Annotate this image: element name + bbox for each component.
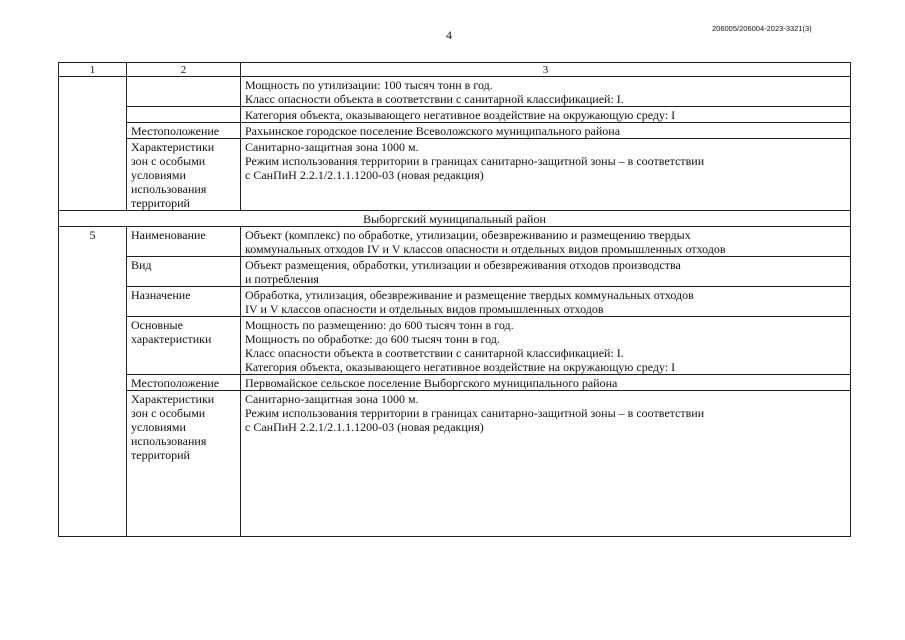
- text-line: IV и V классов опасности и отдельных видов промышленных отходов: [245, 302, 604, 316]
- item-number: 5: [59, 227, 127, 537]
- header-row: [59, 63, 851, 77]
- text-line: Класс опасности объекта в соответствии с санитарной классификацией: I.: [245, 346, 624, 360]
- table-row: [59, 139, 851, 211]
- header-col-3: 3: [241, 63, 851, 77]
- district-heading: Выборгский муниципальный район: [59, 211, 851, 227]
- text-line: Режим использования территории в границах санитарно-защитной зоны – в соответствии: [245, 406, 705, 420]
- text-line: Категория объекта, оказывающего негативное воздействие на окружающую среду: I: [245, 108, 676, 122]
- prev-location-label: Местоположение: [127, 123, 241, 139]
- label-line: Характеристики: [131, 140, 215, 154]
- document-code: 206005/206004-2023-3321(3): [712, 24, 812, 33]
- table-row: [59, 287, 851, 317]
- text-line: Мощность по обработке: до 600 тысяч тонн в год.: [245, 332, 500, 346]
- zone-value: [241, 391, 851, 537]
- chars-value: [241, 317, 851, 375]
- text-line: Санитарно-защитная зона 1000 м.: [245, 140, 419, 154]
- label-line: Основные: [131, 318, 183, 332]
- text-line: Мощность по утилизации: 100 тысяч тонн в год.: [245, 78, 493, 92]
- object-table: [58, 62, 851, 537]
- page-number: 4: [446, 28, 452, 42]
- text-line: Санитарно-защитная зона 1000 м.: [245, 392, 419, 406]
- text-line: и потребления: [245, 272, 319, 286]
- chars-label: [127, 317, 241, 375]
- name-label: Наименование: [127, 227, 241, 257]
- text-line: Режим использования территории в границах санитарно-защитной зоны – в соответствии: [245, 154, 705, 168]
- prev-chars-label-cell: [127, 77, 241, 107]
- type-label: Вид: [127, 257, 241, 287]
- text-line: Категория объекта, оказывающего негативное воздействие на окружающую среду: I: [245, 360, 676, 374]
- header-col-2: 2: [127, 63, 241, 77]
- text-line: Обработка, утилизация, обезвреживание и размещение твердых коммунальных отходов: [245, 288, 694, 302]
- name-value: [241, 227, 851, 257]
- label-line: условиями: [131, 168, 186, 182]
- text-line: Рахьинское городское поселение Всеволожского муниципального района: [245, 124, 621, 138]
- prev-zone-label: [127, 139, 241, 211]
- table-row: [59, 107, 851, 123]
- location-label: Местоположение: [127, 375, 241, 391]
- label-line: использования: [131, 182, 207, 196]
- text-line: коммунальных отходов IV и V классов опасности и отдельных видов промышленных отходов: [245, 242, 726, 256]
- label-line: Характеристики: [131, 392, 215, 406]
- header-col-1: 1: [59, 63, 127, 77]
- table-row: [59, 227, 851, 257]
- text-line: с СанПиН 2.2.1/2.1.1.1200-03 (новая редакция): [245, 168, 484, 182]
- table-row: [59, 317, 851, 375]
- district-row: [59, 211, 851, 227]
- prev-location-value: [241, 123, 851, 139]
- prev-category-cell: [241, 107, 851, 123]
- zone-label: [127, 391, 241, 537]
- label-line: зон с особыми: [131, 406, 206, 420]
- table-row: [59, 77, 851, 107]
- purpose-value: [241, 287, 851, 317]
- label-line: использования: [131, 434, 207, 448]
- text-line: Класс опасности объекта в соответствии с санитарной классификацией: I.: [245, 92, 624, 106]
- label-line: характеристики: [131, 332, 212, 346]
- table-row: [59, 391, 851, 537]
- type-value: [241, 257, 851, 287]
- label-line: условиями: [131, 420, 186, 434]
- location-value: [241, 375, 851, 391]
- purpose-label: Назначение: [127, 287, 241, 317]
- prev-number-cell: [59, 77, 127, 211]
- prev-zone-value: [241, 139, 851, 211]
- text-line: Объект размещения, обработки, утилизации и обезвреживания отходов производства: [245, 258, 681, 272]
- text-line: Объект (комплекс) по обработке, утилизации, обезвреживанию и размещению твердых: [245, 228, 691, 242]
- label-line: территорий: [131, 196, 190, 210]
- table-row: [59, 375, 851, 391]
- text-line: Мощность по размещению: до 600 тысяч тонн в год.: [245, 318, 514, 332]
- label-line: зон с особыми: [131, 154, 206, 168]
- text-line: Первомайское сельское поселение Выборгского муниципального района: [245, 376, 618, 390]
- table-row: [59, 257, 851, 287]
- label-line: территорий: [131, 448, 190, 462]
- prev-chars-cell: [241, 77, 851, 107]
- table-row: [59, 123, 851, 139]
- text-line: с СанПиН 2.2.1/2.1.1.1200-03 (новая редакция): [245, 420, 484, 434]
- prev-category-label-cell: [127, 107, 241, 123]
